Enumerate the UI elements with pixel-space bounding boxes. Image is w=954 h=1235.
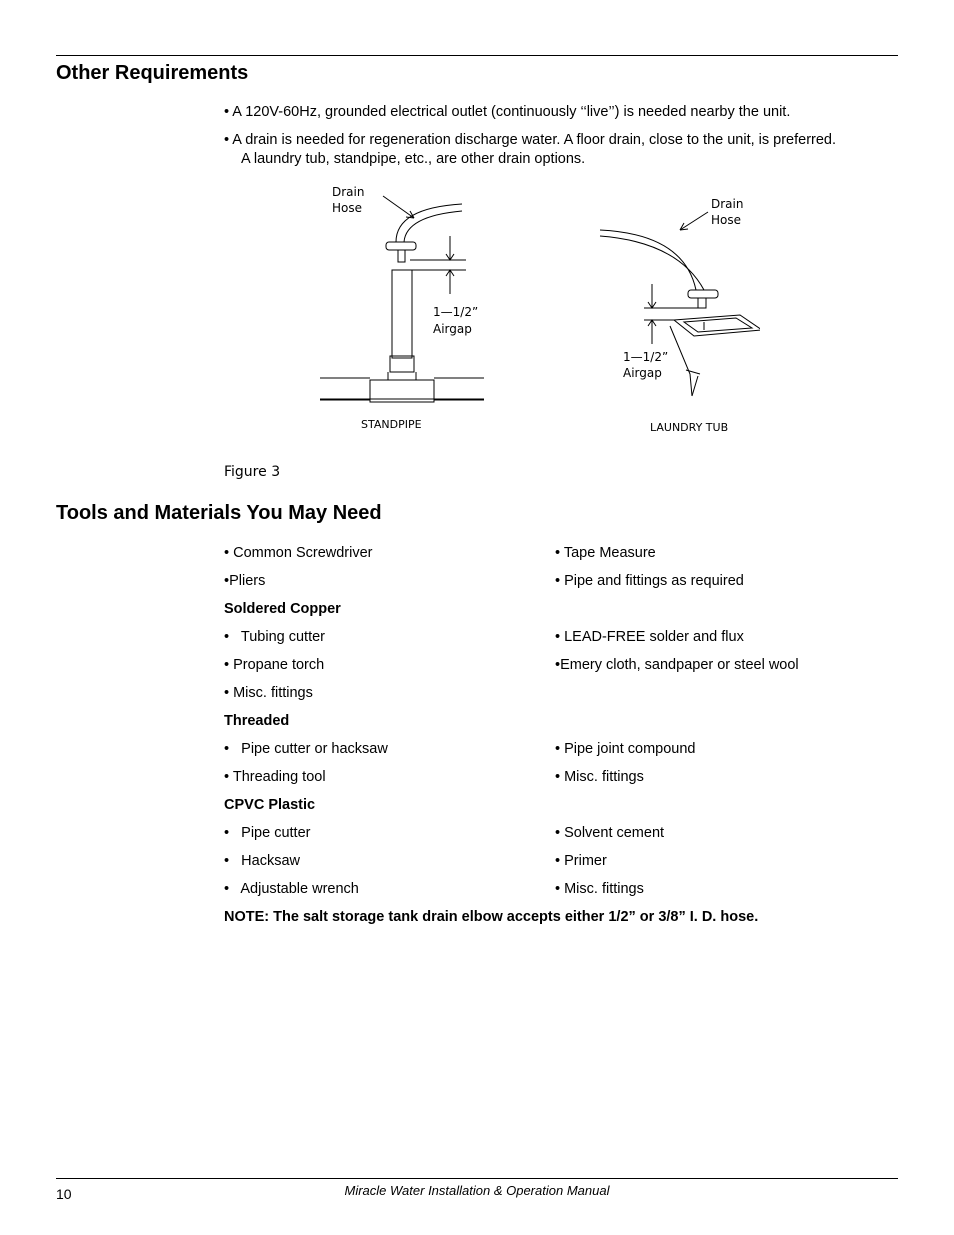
tool-item: • Common Screwdriver	[224, 545, 373, 561]
tool-item: • Pipe joint compound	[555, 741, 696, 757]
tub-hose-outer	[600, 230, 696, 290]
tub-hose-leader	[680, 212, 708, 230]
note: NOTE: The salt storage tank drain elbow accepts either 1/2” or 3/8” I. D. hose.	[224, 909, 759, 925]
tub-hose-inner	[600, 236, 704, 290]
standpipe-caption: STANDPIPE	[361, 418, 422, 431]
tub-airgap-label-1: 1—1/2”	[623, 350, 669, 364]
tub-front	[670, 326, 692, 396]
tub-hose-label-1: Drain	[711, 197, 744, 211]
figure-label: Figure 3	[224, 464, 281, 480]
section-title-other-requirements: Other Requirements	[56, 62, 249, 84]
footer-title: Miracle Water Installation & Operation Manual	[344, 1183, 610, 1198]
tool-item: • Pipe cutter	[224, 825, 311, 841]
tool-item: • Pipe cutter or hacksaw	[224, 741, 388, 757]
standpipe-hose-leader	[383, 196, 414, 218]
tub-hose-end	[698, 298, 706, 308]
tub-dim-arrow-up	[648, 320, 656, 344]
standpipe-pipe	[392, 270, 412, 358]
top-rule	[56, 55, 898, 56]
laundry-tub-diagram	[600, 197, 760, 434]
tool-item: • Misc. fittings	[224, 685, 313, 701]
bullet-drain-continued: A laundry tub, standpipe, etc., are other drain options.	[241, 151, 586, 167]
standpipe-airgap-label-2: Airgap	[433, 322, 472, 336]
subheading-threaded: Threaded	[224, 713, 290, 729]
standpipe-hose-outer	[396, 204, 462, 242]
subheading-cpvc: CPVC Plastic	[224, 797, 316, 813]
standpipe-dim-arrow-down	[446, 236, 454, 260]
drain-airgap-figure	[300, 178, 760, 448]
tool-item: • Pipe and fittings as required	[555, 573, 744, 589]
section-title-tools: Tools and Materials You May Need	[56, 502, 382, 524]
standpipe-dim-arrow-up	[446, 270, 454, 294]
footer-rule	[56, 1178, 898, 1179]
tub-leg	[686, 370, 700, 396]
tool-item: •Pliers	[224, 573, 266, 589]
tool-item: • Hacksaw	[224, 853, 300, 869]
standpipe-diagram	[320, 185, 484, 431]
standpipe-tee-top	[388, 372, 416, 380]
tool-item: • Misc. fittings	[555, 769, 644, 785]
tub-hose-clip	[688, 290, 718, 298]
subheading-soldered-copper: Soldered Copper	[224, 601, 341, 617]
tub-rim-inner	[684, 318, 752, 332]
standpipe-hose-end	[398, 250, 405, 262]
standpipe-airgap-label-1: 1—1/2”	[433, 305, 479, 319]
tool-item: • Adjustable wrench	[224, 881, 359, 897]
bullet-drain: • A drain is needed for regeneration discharge water. A floor drain, close to the unit, is preferred.	[224, 132, 837, 148]
tub-caption: LAUNDRY TUB	[650, 421, 729, 434]
tool-item: • Threading tool	[224, 769, 326, 785]
tool-item: • Propane torch	[224, 657, 325, 673]
tool-item: • Primer	[555, 853, 607, 869]
standpipe-hose-label-2: Hose	[332, 201, 362, 215]
tool-item: • LEAD-FREE solder and flux	[555, 629, 744, 645]
tub-airgap-label-2: Airgap	[623, 366, 662, 380]
tool-item: • Misc. fittings	[555, 881, 644, 897]
tub-hose-label-2: Hose	[711, 213, 741, 227]
bullet-outlet: • A 120V-60Hz, grounded electrical outlet (continuously ‘‘live’’) is needed nearby the unit.	[224, 104, 791, 120]
tool-item: • Tape Measure	[555, 545, 656, 561]
standpipe-hose-label-1: Drain	[332, 185, 365, 199]
standpipe-hose-clip	[386, 242, 416, 250]
tub-dim-arrow-down	[648, 284, 656, 308]
tool-item: • Solvent cement	[555, 825, 665, 841]
page-number: 10	[56, 1186, 72, 1202]
tool-item: • Tubing cutter	[224, 629, 325, 645]
tool-item: •Emery cloth, sandpaper or steel wool	[555, 657, 799, 673]
